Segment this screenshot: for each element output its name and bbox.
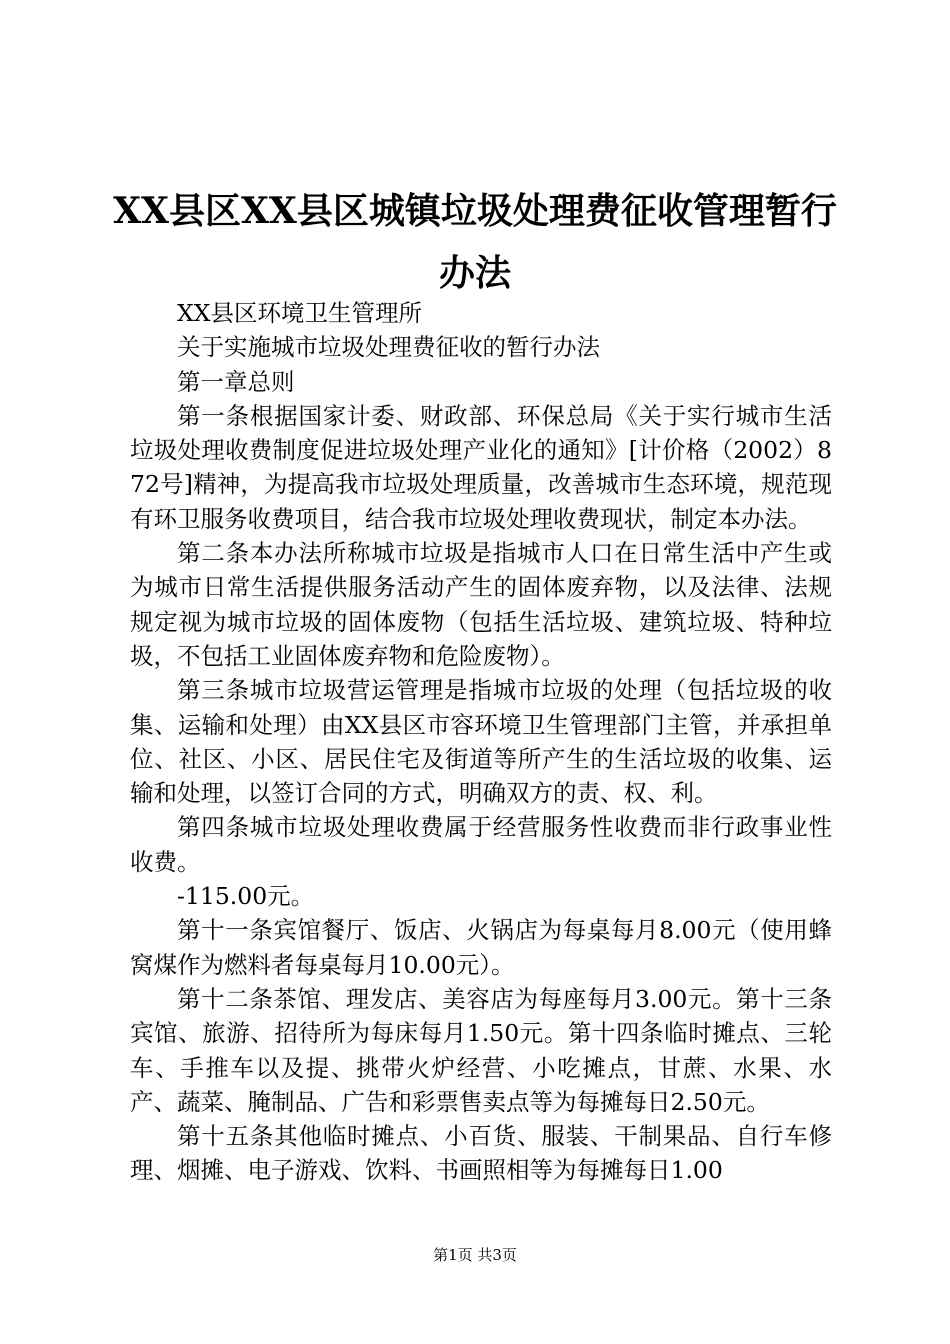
document-title: XX县区XX县区城镇垃圾处理费征收管理暂行办法 [113, 190, 837, 294]
paragraph-issuer: XX县区环境卫生管理所 [177, 299, 422, 327]
paragraph-article-4: 第四条城市垃圾处理收费属于经营服务性收费而非行政事业性收费。 [130, 813, 832, 876]
paragraph-article-3: 第三条城市垃圾营运管理是指城市垃圾的处理（包括垃圾的收集、运输和处理）由XX县区市容环境卫生管理部门主管，并承担单位、社区、小区、居民住宅及街道等所产生的生活垃圾的收集、运输和处理，以签订合同的方式，明确双方的责、权、利。 [130, 676, 832, 808]
paragraph-fragment: -115.00元。 [177, 882, 315, 911]
paragraph-article-11: 第十一条宾馆餐厅、饭店、火锅店为每桌每月8.00元（使用蜂窝煤作为燃料者每桌每月10.00元）。 [130, 916, 832, 979]
paragraph-chapter-heading: 第一章总则 [177, 367, 295, 396]
paragraph-article-2: 第二条本办法所称城市垃圾是指城市人口在日常生活中产生或为城市日常生活提供服务活动产生的固体废弃物，以及法律、法规规定视为城市垃圾的固体废物（包括生活垃圾、建筑垃圾、特种垃圾，不包括工业固体废弃物和危险废物）。 [130, 539, 832, 670]
page-footer: 第1页 共3页 [433, 1246, 517, 1264]
paragraph-article-15: 第十五条其他临时摊点、小百货、服装、干制果品、自行车修理、烟摊、电子游戏、饮料、书画照相等为每摊每日1.00 [130, 1122, 832, 1185]
document-body [130, 296, 832, 1188]
paragraph-article-1: 第一条根据国家计委、财政部、环保总局《关于实行城市生活垃圾处理收费制度促进垃圾处理产业化的通知》[计价格（2002）872号]精神，为提高我市垃圾处理质量，改善城市生态环境，规范现有环卫服务收费项目，结合我市垃圾处理收费现状，制定本办法。 [130, 401, 832, 533]
paragraph-article-12-14: 第十二条茶馆、理发店、美容店为每座每月3.00元。第十三条宾馆、旅游、招待所为每床每月1.50元。第十四条临时摊点、三轮车、手推车以及提、挑带火炉经营、小吃摊点，甘蔗、水果、水产、蔬菜、腌制品、广告和彩票售卖点等为每摊每日2.50元。 [130, 984, 832, 1116]
paragraph-subtitle: 关于实施城市垃圾处理费征收的暂行办法 [177, 333, 600, 362]
